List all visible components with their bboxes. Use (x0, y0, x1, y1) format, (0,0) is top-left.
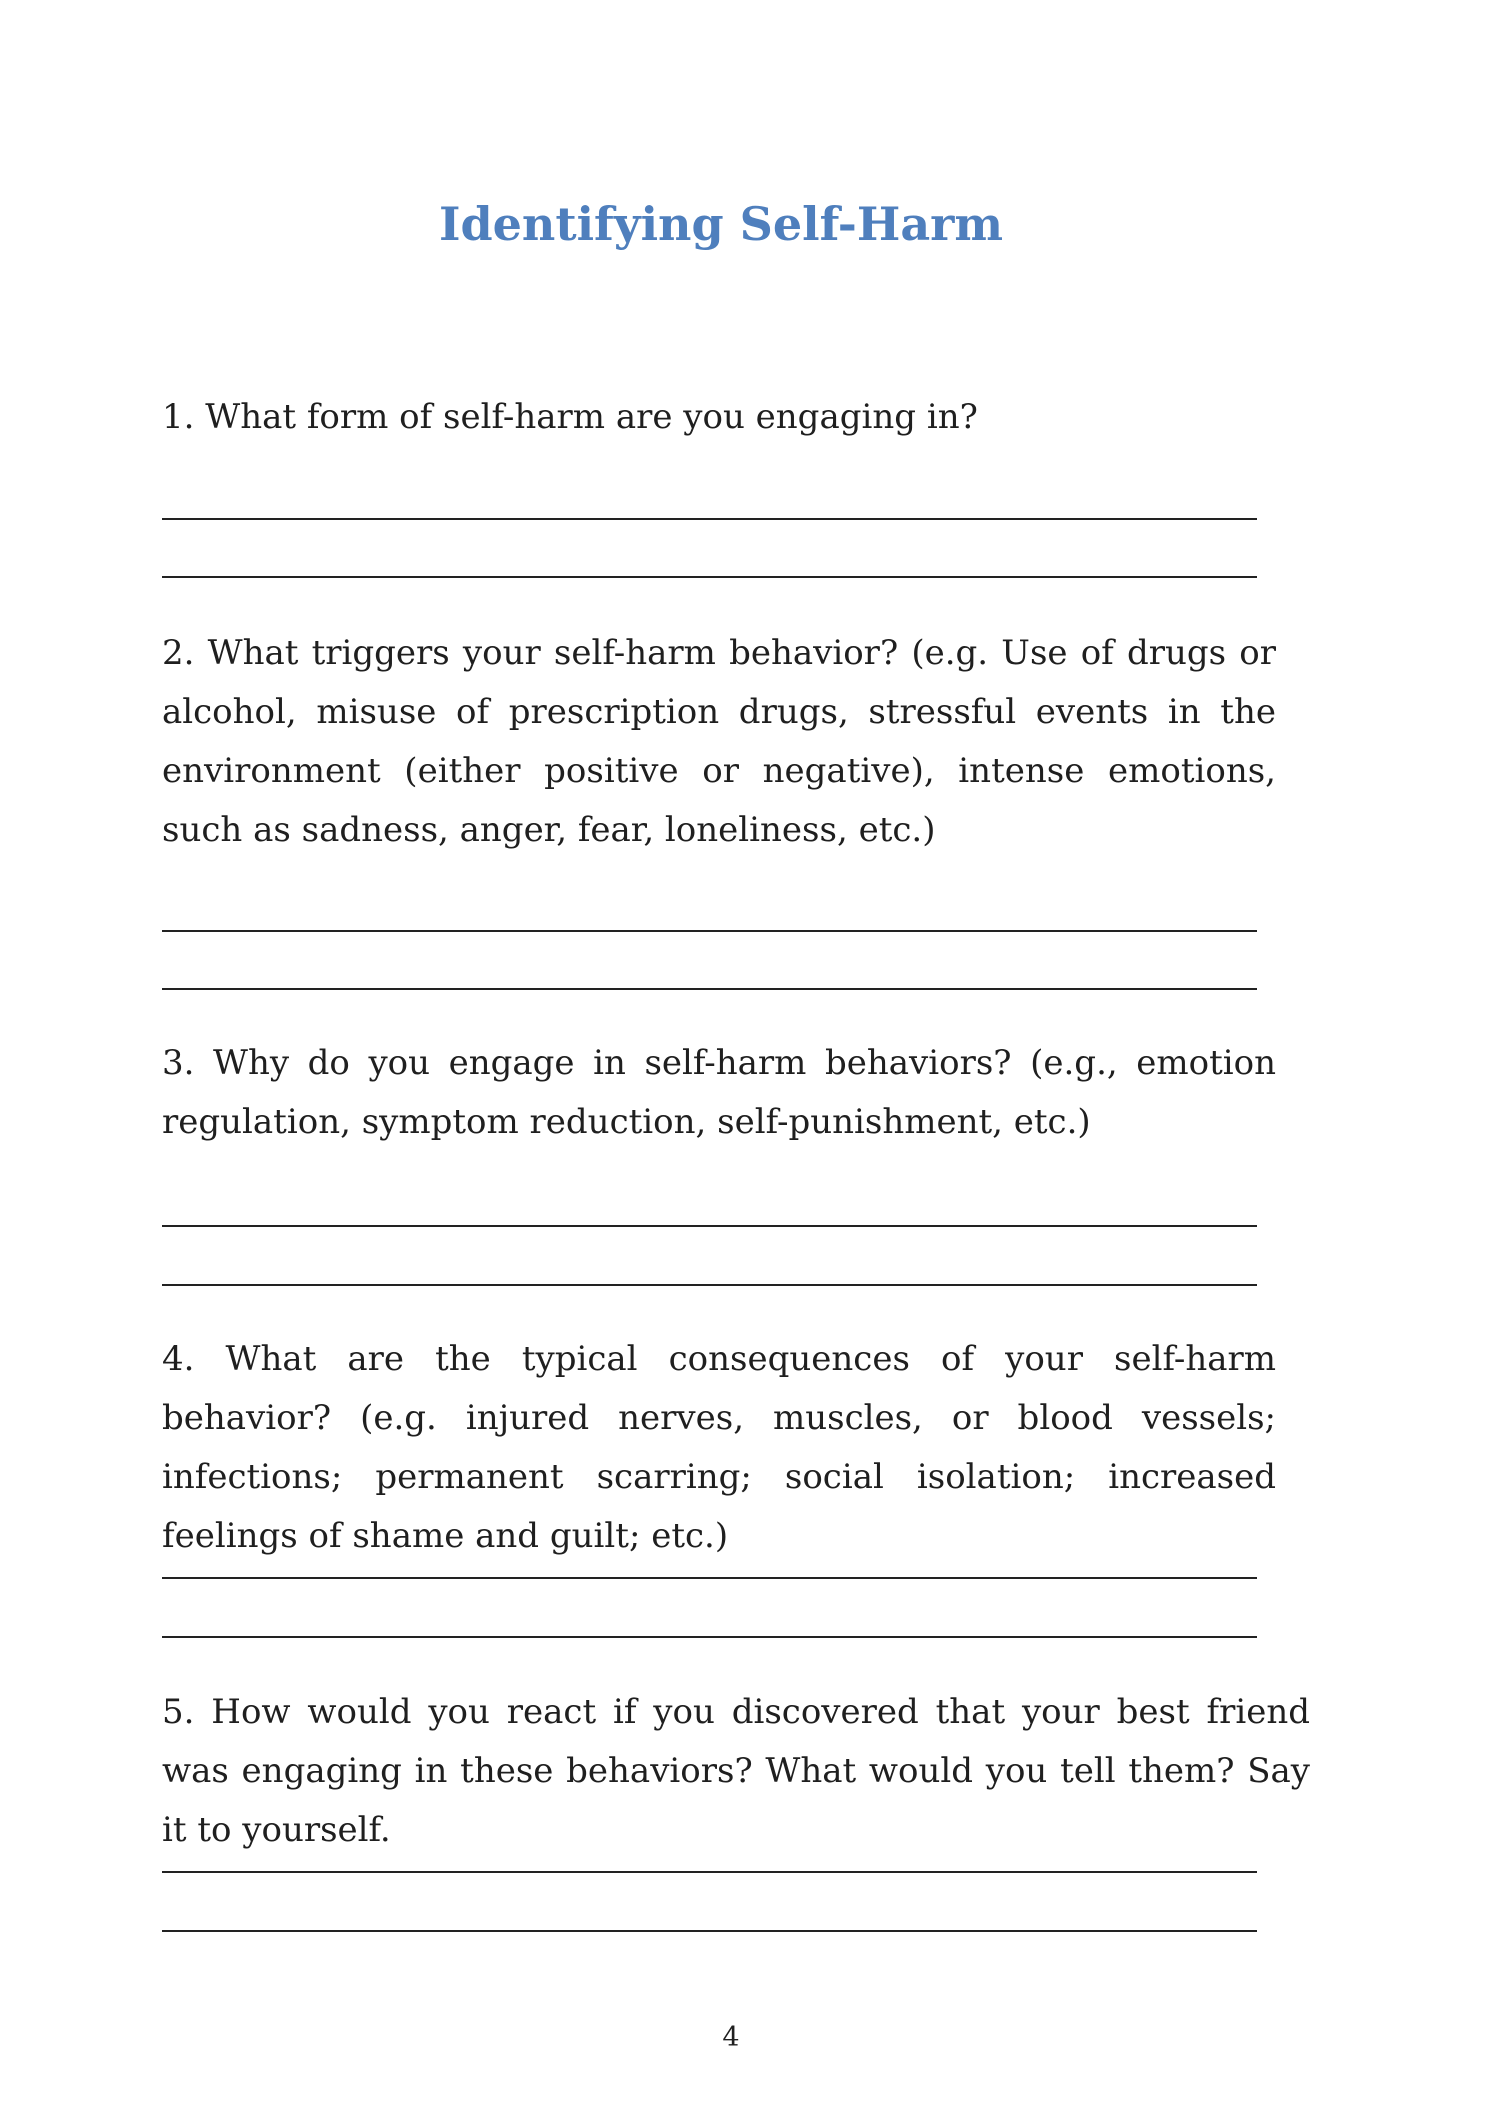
answer-line-2b[interactable] (162, 988, 1257, 990)
answer-line-4b[interactable] (162, 1636, 1257, 1638)
answer-line-3a[interactable] (162, 1225, 1257, 1227)
answer-line-1a[interactable] (162, 518, 1257, 520)
answer-line-2a[interactable] (162, 930, 1257, 932)
page-number: 4 (722, 2022, 740, 2053)
question-1: 1. What form of self-harm are you engaging in? (162, 397, 978, 437)
answer-line-5b[interactable] (162, 1930, 1257, 1932)
question-5: 5. How would you react if you discovered that your best friend was engaging in these behaviors? What would you tell them? Say it to yourself. (162, 1692, 1310, 1850)
question-4: 4. What are the typical consequences of your self-harm behavior? (e.g. injured nerves, muscles, or blood vessels; infections; permanent scarring; social isolation; increased feelings of shame and guilt; etc.) (162, 1339, 1276, 1556)
page-title: Identifying Self-Harm (438, 197, 1004, 251)
answer-line-5a[interactable] (162, 1871, 1257, 1873)
answer-line-3b[interactable] (162, 1284, 1257, 1286)
answer-line-4a[interactable] (162, 1577, 1257, 1579)
question-3: 3. Why do you engage in self-harm behaviors? (e.g., emotion regulation, symptom reduction, self-punishment, etc.) (162, 1043, 1276, 1142)
answer-line-1b[interactable] (162, 576, 1257, 578)
question-2: 2. What triggers your self-harm behavior? (e.g. Use of drugs or alcohol, misuse of prescription drugs, stressful events in the environment (either positive or negative), intense emotions, such as sadness, anger, fear, loneliness, etc.) (162, 633, 1276, 850)
